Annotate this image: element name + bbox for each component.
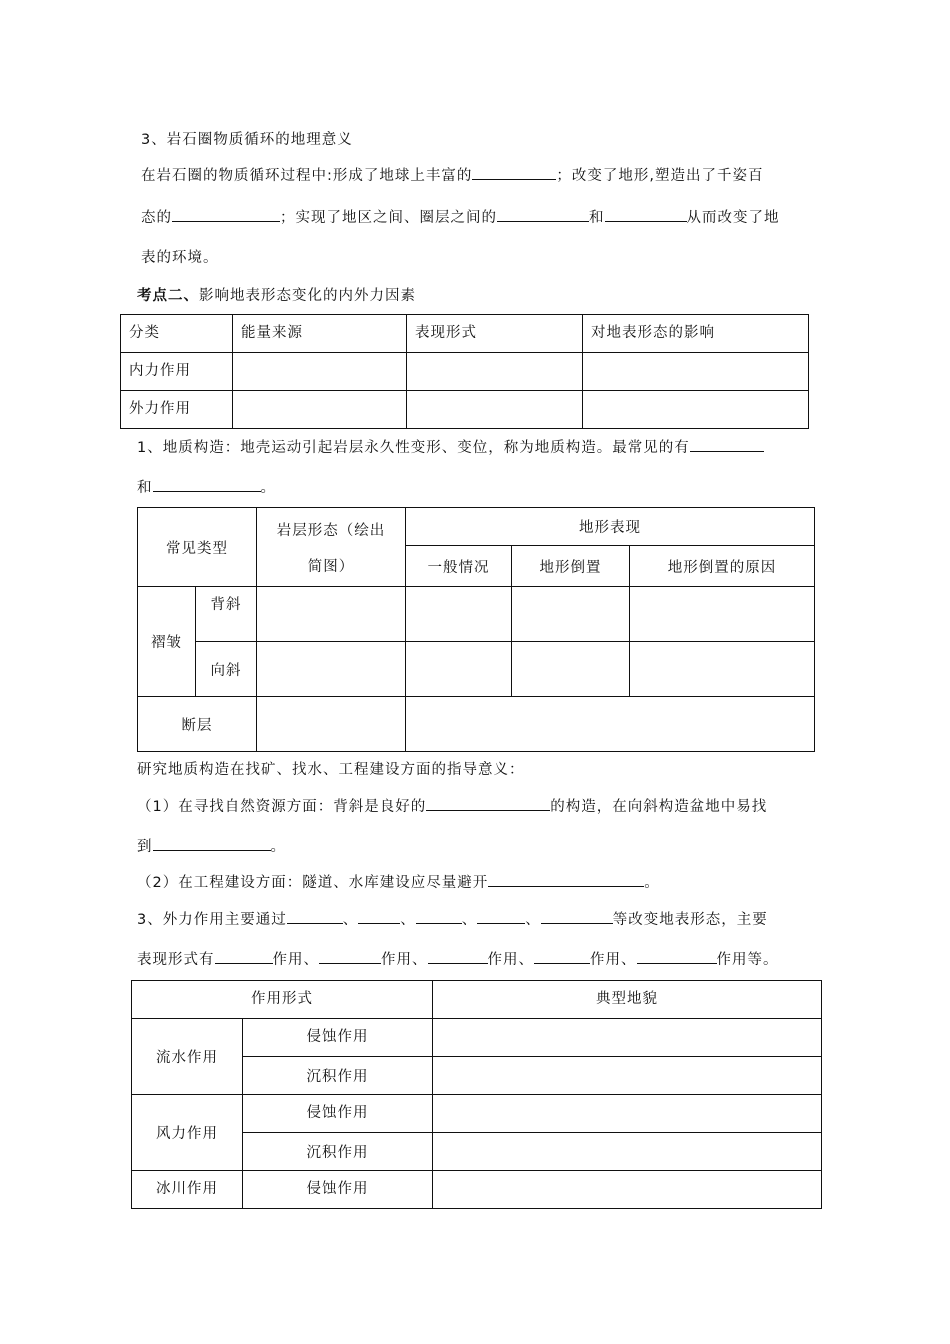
cell[interactable] xyxy=(512,642,630,697)
fill-blank[interactable] xyxy=(637,949,717,964)
cell[interactable] xyxy=(257,587,406,642)
row-external-force: 外力作用 xyxy=(121,391,233,429)
text: （1）在寻找自然资源方面：背斜是良好的 xyxy=(137,799,427,815)
text: 作用、 xyxy=(590,952,637,968)
cell[interactable] xyxy=(433,1133,822,1171)
text: 从而改变了地 xyxy=(686,210,780,226)
header-category: 分类 xyxy=(121,315,233,353)
fill-blank[interactable] xyxy=(287,909,343,924)
cell[interactable] xyxy=(406,642,512,697)
geo-structure-table xyxy=(137,507,815,752)
fill-blank[interactable] xyxy=(416,909,462,924)
header-terrain: 地形表现 xyxy=(406,508,815,546)
text: 作用、 xyxy=(487,952,534,968)
fill-blank[interactable] xyxy=(488,872,644,887)
header-energy: 能量来源 xyxy=(233,315,407,353)
text: 、 xyxy=(461,912,478,928)
forces-table xyxy=(120,314,809,429)
meaning-line-1 xyxy=(137,795,767,816)
text: 和 xyxy=(589,210,605,226)
fill-blank[interactable] xyxy=(153,477,261,492)
fill-blank[interactable] xyxy=(534,949,590,964)
rock-form-line-2: 简图） xyxy=(307,559,355,575)
cell[interactable] xyxy=(433,1171,822,1209)
paragraph-line-1 xyxy=(141,164,764,185)
row-deposition: 沉积作用 xyxy=(243,1133,433,1171)
cell[interactable] xyxy=(233,391,407,429)
text: 、 xyxy=(342,912,359,928)
text: 表现形式有 xyxy=(137,952,215,968)
row-erosion: 侵蚀作用 xyxy=(243,1171,433,1209)
header-inversion-reason: 地形倒置的原因 xyxy=(630,546,815,587)
cell[interactable] xyxy=(433,1095,822,1133)
row-erosion: 侵蚀作用 xyxy=(243,1095,433,1133)
fill-blank[interactable] xyxy=(690,437,764,452)
text: 作用、 xyxy=(272,952,319,968)
cell[interactable] xyxy=(407,353,583,391)
cell[interactable] xyxy=(433,1057,822,1095)
text: 等改变地表形态，主要 xyxy=(612,912,768,928)
row-glacier: 冰川作用 xyxy=(132,1171,243,1209)
meaning-line-3 xyxy=(137,871,660,892)
geo-structure-line-2 xyxy=(137,476,276,497)
header-inversion: 地形倒置 xyxy=(512,546,630,587)
text: 作用、 xyxy=(381,952,428,968)
external-force-line-1 xyxy=(137,908,768,929)
cell[interactable] xyxy=(407,391,583,429)
fill-blank[interactable] xyxy=(541,909,613,924)
text: 。 xyxy=(270,839,286,855)
row-deposition: 沉积作用 xyxy=(243,1057,433,1095)
header-common-type: 常见类型 xyxy=(138,508,257,587)
header-form: 表现形式 xyxy=(407,315,583,353)
cell[interactable] xyxy=(257,697,406,752)
text: 态的 xyxy=(141,210,172,226)
cell[interactable] xyxy=(583,391,809,429)
text: ；改变了地形,塑造出了千姿百 xyxy=(556,168,764,184)
fill-blank[interactable] xyxy=(319,949,381,964)
text: 到 xyxy=(137,839,153,855)
fill-blank[interactable] xyxy=(477,909,525,924)
fill-blank[interactable] xyxy=(428,949,488,964)
row-running-water: 流水作用 xyxy=(132,1019,243,1095)
header-rock-form xyxy=(257,508,406,587)
text: ；实现了地区之间、圈层之间的 xyxy=(280,210,497,226)
cell[interactable] xyxy=(583,353,809,391)
header-typical-landform: 典型地貌 xyxy=(433,981,822,1019)
cell[interactable] xyxy=(257,642,406,697)
text: 1、地质构造：地壳运动引起岩层永久性变形、变位，称为地质构造。最常见的有 xyxy=(137,440,690,456)
heading-text: 影响地表形态变化的内外力因素 xyxy=(199,288,416,304)
text: 、 xyxy=(525,912,541,928)
row-wind: 风力作用 xyxy=(132,1095,243,1171)
fill-blank[interactable] xyxy=(153,836,271,851)
fill-blank[interactable] xyxy=(172,207,280,222)
fill-blank[interactable] xyxy=(472,165,556,180)
rock-form-line-1: 岩层形态（绘出 xyxy=(276,523,386,539)
text: 和 xyxy=(137,480,153,496)
meaning-line-2 xyxy=(137,835,286,856)
cell[interactable] xyxy=(406,697,815,752)
row-erosion: 侵蚀作用 xyxy=(243,1019,433,1057)
text: 。 xyxy=(260,480,276,496)
cell[interactable] xyxy=(630,642,815,697)
external-force-table xyxy=(131,980,822,1209)
fill-blank[interactable] xyxy=(358,909,400,924)
external-force-line-2 xyxy=(137,948,779,969)
row-fault: 断层 xyxy=(138,697,257,752)
paragraph-line-2 xyxy=(141,206,780,227)
text: 。 xyxy=(644,875,660,891)
section-k2-heading xyxy=(137,284,416,305)
fill-blank[interactable] xyxy=(605,207,687,222)
fill-blank[interactable] xyxy=(497,207,589,222)
header-impact: 对地表形态的影响 xyxy=(583,315,809,353)
paragraph-line-3: 表的环境。 xyxy=(141,250,219,266)
row-anticline: 背斜 xyxy=(196,587,257,642)
text: （2）在工程建设方面：隧道、水库建设应尽量避开 xyxy=(137,875,489,891)
text: 的构造，在向斜构造盆地中易找 xyxy=(550,799,768,815)
header-action-form: 作用形式 xyxy=(132,981,433,1019)
row-internal-force: 内力作用 xyxy=(121,353,233,391)
cell[interactable] xyxy=(512,587,630,642)
text: 作用等。 xyxy=(716,952,779,968)
section-3-title: 3、岩石圈物质循环的地理意义 xyxy=(141,132,353,148)
row-fold: 褶皱 xyxy=(138,587,196,697)
row-syncline: 向斜 xyxy=(196,642,257,697)
geo-structure-line-1 xyxy=(137,436,764,457)
fill-blank[interactable] xyxy=(215,949,273,964)
header-general: 一般情况 xyxy=(406,546,512,587)
fill-blank[interactable] xyxy=(426,796,550,811)
cell[interactable] xyxy=(433,1019,822,1057)
text: 3、外力作用主要通过 xyxy=(137,912,287,928)
heading-bold: 考点二、 xyxy=(137,288,199,304)
text: 在岩石圈的物质循环过程中:形成了地球上丰富的 xyxy=(141,168,473,184)
cell[interactable] xyxy=(630,587,815,642)
text: 、 xyxy=(400,912,416,928)
meaning-intro: 研究地质构造在找矿、找水、工程建设方面的指导意义： xyxy=(137,762,525,778)
cell[interactable] xyxy=(233,353,407,391)
cell[interactable] xyxy=(406,587,512,642)
